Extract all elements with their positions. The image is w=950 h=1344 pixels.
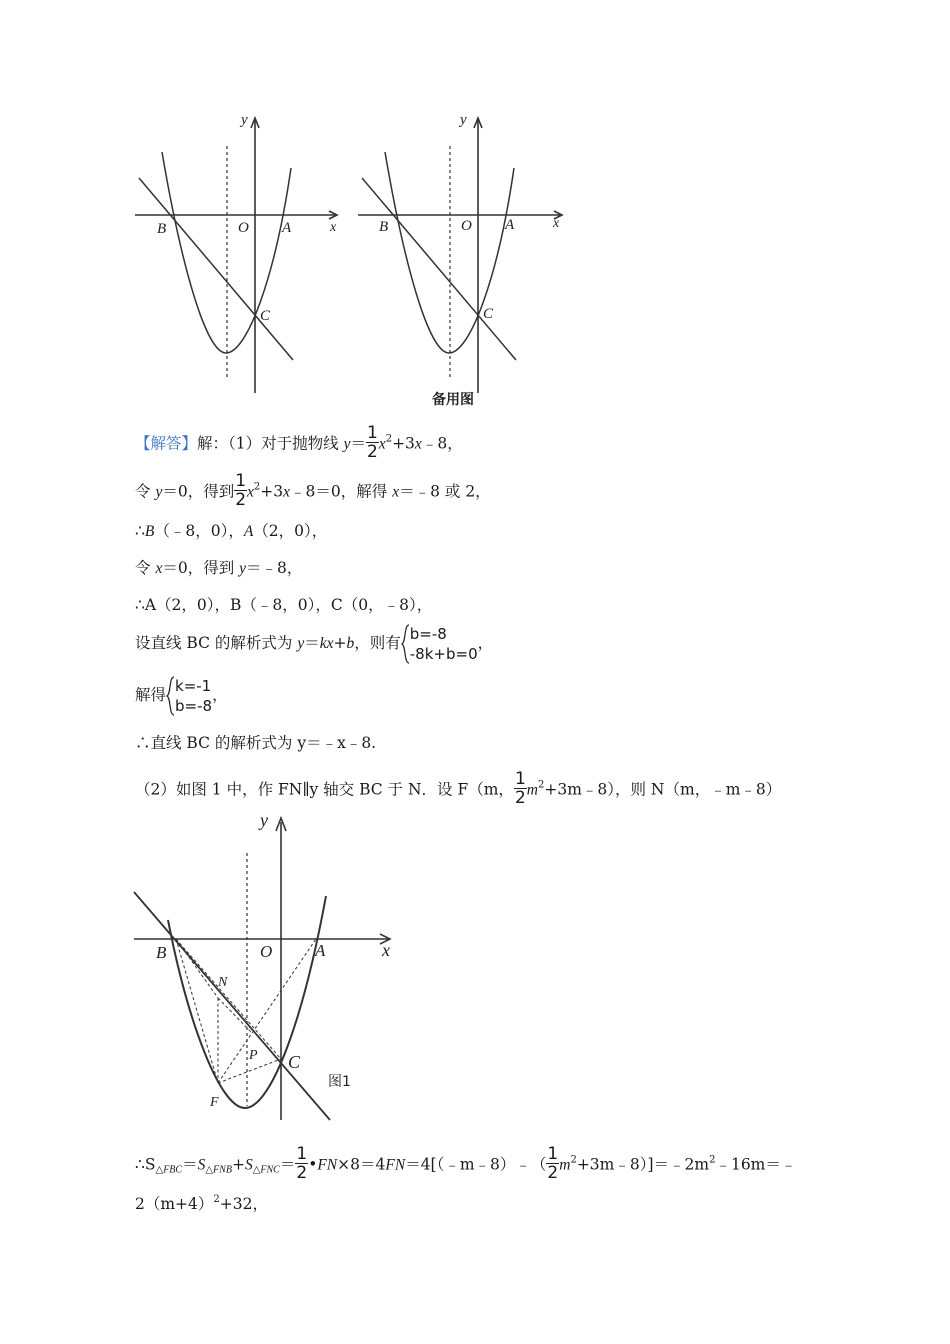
- point-c-label: C: [260, 308, 271, 324]
- solution-line-7: 解得 k=-1 b=-8 ，: [135, 677, 228, 715]
- point-b-label: B: [379, 219, 389, 235]
- point-n-label: N: [218, 975, 228, 990]
- point-c-label: C: [288, 1052, 301, 1072]
- solution-line-3: ∴B（﹣8，0），A（2，0），: [135, 522, 328, 540]
- origin-label: O: [260, 942, 273, 961]
- figure-parabola-backup: [350, 108, 570, 408]
- solution-line-4: 令 x＝0，得到 y＝﹣8，: [135, 559, 303, 577]
- point-b-label: B: [156, 943, 167, 962]
- solution-line-11: $2(m+4)^2+32$，: [135, 1194, 269, 1213]
- figure-caption: 备用图: [432, 392, 474, 408]
- point-b-label: B: [157, 221, 167, 237]
- point-c-label: C: [483, 306, 494, 322]
- x-axis-label: x: [553, 216, 560, 231]
- point-a-label: A: [315, 941, 326, 960]
- point-a-label: A: [505, 217, 515, 233]
- solution-line-2: 令 y＝0，得到 $\frac{1}{2}$ $x^2+3x﹣8=0$，解得 x＝﹣8 或 2，: [135, 471, 491, 510]
- figure-1: [130, 808, 400, 1126]
- solution-line-8: ∴直线 BC 的解析式为 y＝﹣x﹣8.: [135, 734, 377, 752]
- equation-system-1: b=-8 -8k+b=0: [401, 624, 478, 664]
- figure-caption: 图1: [328, 1074, 351, 1090]
- x-axis-label: x: [330, 220, 337, 235]
- x-axis-label: x: [382, 940, 390, 960]
- point-a-label: A: [282, 220, 292, 236]
- figure-parabola-main: [125, 108, 345, 398]
- answer-lead: 【解答】: [135, 434, 198, 453]
- y-axis-label: y: [241, 112, 248, 128]
- solution-line-9: （2）如图 1 中，作 FN∥y 轴交 BC 于 N．设 F（m， $\frac{1}{2}$ $m^2+3m﹣8$），则 N（m，﹣m﹣8）: [135, 769, 782, 808]
- origin-label: O: [238, 220, 249, 236]
- solution-line-6: 设直线 BC 的解析式为 y＝kx+b，则有 b=-8 -8k+b=0 ，: [135, 625, 494, 663]
- y-axis-label: y: [460, 112, 467, 128]
- origin-label: O: [461, 218, 472, 234]
- equation-system-2: k=-1 b=-8: [166, 676, 212, 716]
- point-f-label: F: [210, 1095, 219, 1110]
- solution-line-5: ∴A（2，0），B（﹣8，0），C（0，﹣8），: [135, 596, 433, 614]
- point-p-label: P: [249, 1048, 258, 1063]
- solution-line-1: 【解答】解：（1）对于抛物线 y＝ $\frac{1}{2}$ $x^2+3x﹣8$，: [135, 423, 463, 462]
- y-axis-label: y: [260, 810, 268, 830]
- solution-line-10: $\therefore S_{\triangle FBC}=S_{\triangle FNB}+S_{\triangle FNC}=$ $\frac{1}{2}$ •FN×8＝4FN＝4[（﹣m﹣8）﹣（ $\frac{1}{2}$ $m^2+3m﹣8)]=﹣2m^2﹣16m=﹣$: [135, 1144, 797, 1183]
